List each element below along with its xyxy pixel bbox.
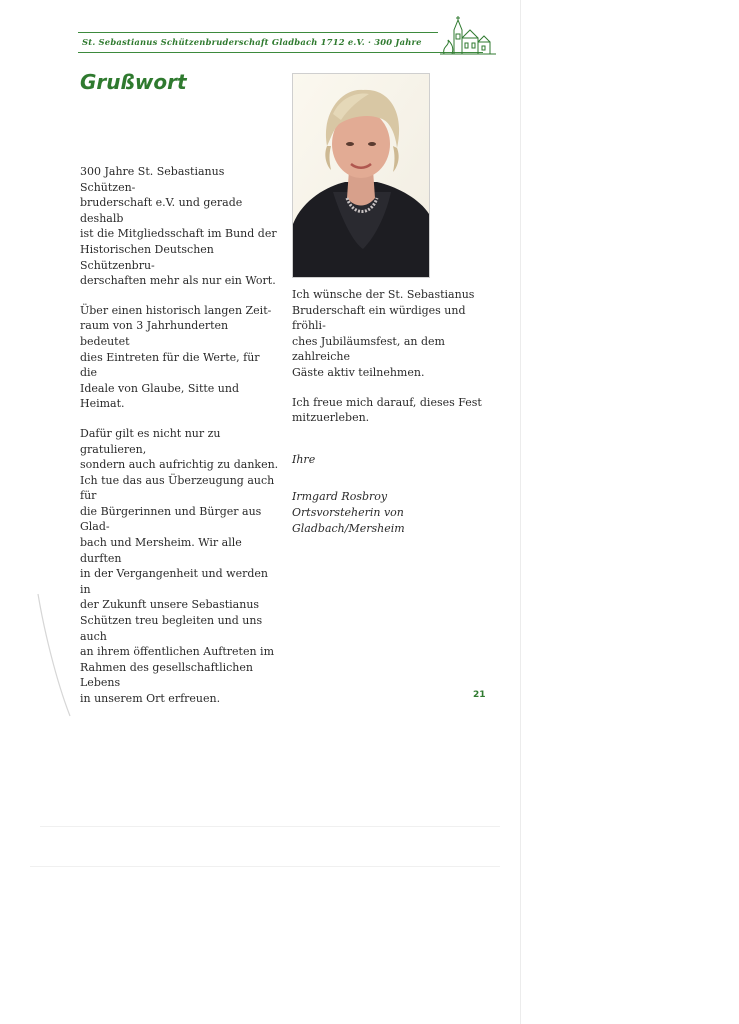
page-title: Grußwort (80, 70, 187, 94)
header-rule-bottom (78, 52, 483, 53)
page-edge (520, 0, 521, 1024)
header-rule-top (78, 32, 438, 33)
left-column (80, 164, 280, 721)
paragraph: Ich wünsche der St. Sebastianus Bruderschaft ein würdiges und fröhli- ches Jubiläumsfest, an dem zahlreiche Gäste aktiv teilnehmen. (292, 288, 475, 379)
paragraph: Über einen historisch langen Zeit- raum von 3 Jahrhunderten bedeutet dies Eintreten für die Werte, für die Ideale von Glaube, Sitte und Heimat. (80, 303, 272, 411)
signature-name: Irmgard Rosbroy Ortsvorsteherin von Gladbach/Mersheim (292, 490, 405, 535)
scan-line (40, 826, 500, 827)
scan-artifact (30, 590, 80, 720)
paragraph: 300 Jahre St. Sebastianus Schützen- bruderschaft e.V. und gerade deshalb ist die Mitgliedsschaft im Bund der Historischen Deutschen Schützenbru- derschaften mehr als nur ein Wort. (80, 165, 277, 288)
portrait-photo (292, 73, 430, 278)
paragraph: Dafür gilt es nicht nur zu gratulieren, sondern auch aufrichtig zu danken. Ich tue das aus Überzeugung auch für die Bürgerinnen und Bürger aus Glad- bach und Mersheim. Wir alle durften in der Vergangenheit und werden in der Zukunft unsere Sebastianus Schützen treu begleiten und uns auch an ihrem öffentlichen Auftreten im Rahmen des gesellschaftlichen Lebens in unserem Ort erfreuen. (80, 426, 279, 705)
page-number: 21 (473, 690, 486, 700)
paragraph: Ich freue mich darauf, dieses Fest mitzuerleben. (292, 395, 482, 425)
header-title: St. Sebastianus Schützenbruderschaft Gladbach 1712 e.V. · 300 Jahre (82, 37, 422, 47)
right-column (292, 287, 502, 536)
signature-closing: Ihre (292, 452, 316, 466)
church-icon (438, 16, 498, 60)
running-header (78, 30, 498, 60)
scan-line (30, 866, 500, 867)
